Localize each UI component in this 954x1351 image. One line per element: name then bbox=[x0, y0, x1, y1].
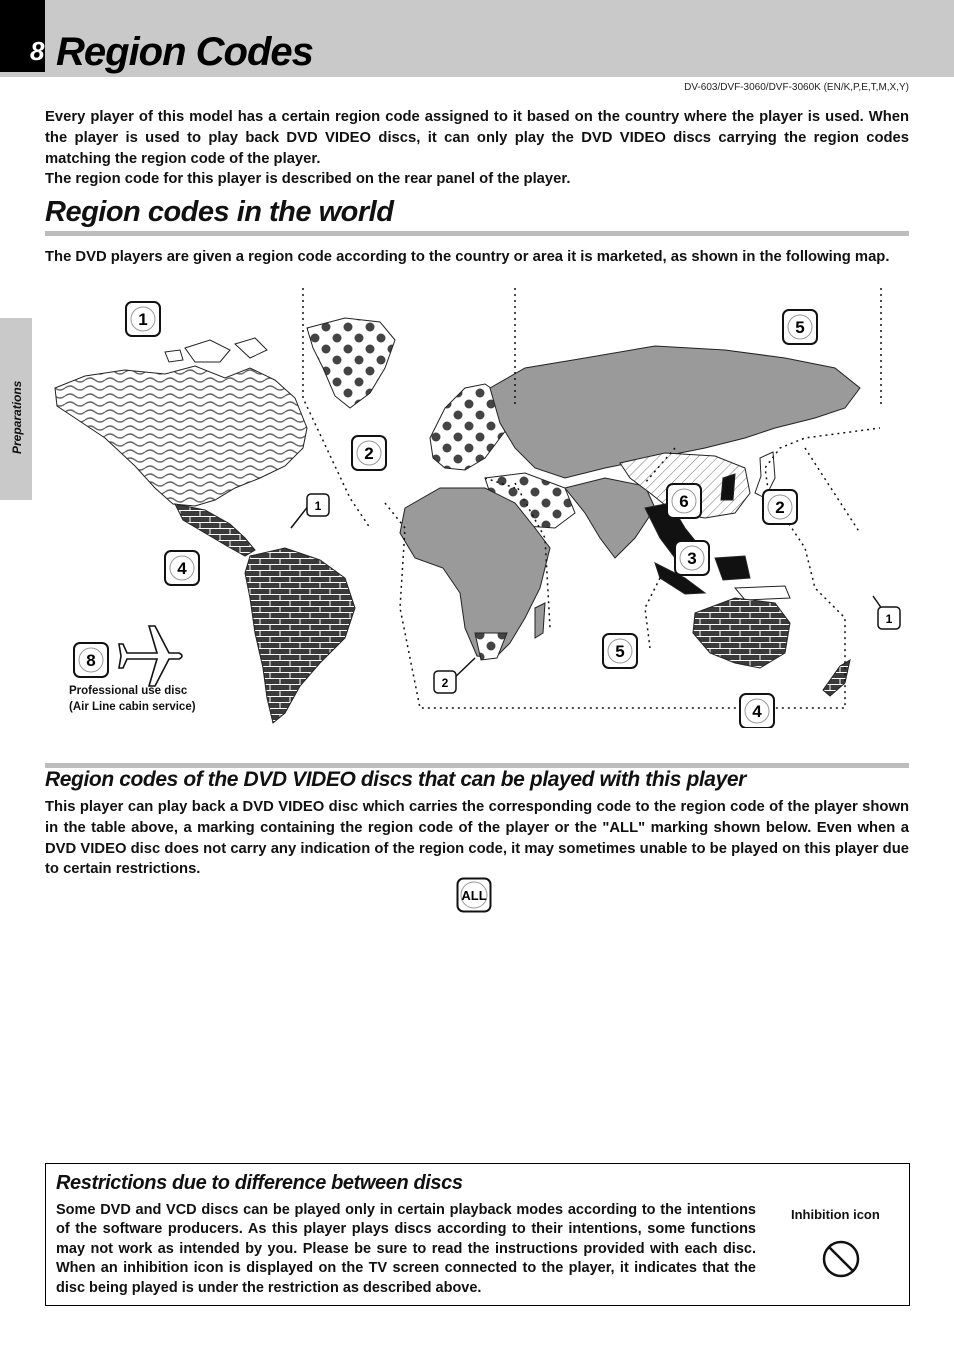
region-badge-8-airline bbox=[74, 643, 108, 677]
region-badge-6-china-text: 6 bbox=[679, 492, 689, 511]
north-america bbox=[55, 366, 307, 506]
professional-disc-label: Professional use disc bbox=[69, 685, 188, 697]
region-badge-2-japan-text: 2 bbox=[775, 498, 785, 517]
world-text: The DVD players are given a region code according to the country or area it is marketed, as shown in the following map. bbox=[45, 249, 890, 265]
region-badge-4-oceania-text: 4 bbox=[752, 702, 762, 721]
airline-cabin-label: (Air Line cabin service) bbox=[69, 701, 196, 713]
page-number: 8 bbox=[30, 36, 45, 66]
region-badge-4-americas bbox=[165, 551, 199, 585]
region-badge-1-large bbox=[126, 302, 160, 336]
restrictions-title: Restrictions due to difference between discs bbox=[56, 1172, 463, 1194]
region-badge-2-europe-text: 2 bbox=[364, 444, 374, 463]
page-number-box bbox=[0, 0, 45, 72]
region-badge-5-russia bbox=[783, 310, 817, 344]
central-america bbox=[175, 504, 255, 556]
region-badge-4-americas-text: 4 bbox=[177, 559, 187, 578]
region-badge-1-pacific bbox=[878, 607, 900, 629]
inhibition-icon-label: Inhibition icon bbox=[791, 1207, 880, 1222]
intro-text-2: The region code for this player is described on the rear panel of the player. bbox=[45, 171, 571, 188]
side-tab-label: Preparations bbox=[10, 380, 24, 454]
region-badge-1-large-text: 1 bbox=[138, 310, 148, 329]
south-asia bbox=[565, 478, 655, 558]
region-badge-2-south-africa bbox=[434, 671, 456, 693]
region-badge-2-japan bbox=[763, 490, 797, 524]
region-badge-3-southeast-asia-text: 3 bbox=[687, 549, 697, 568]
region-badge-1-caribbean bbox=[307, 494, 329, 516]
region-badge-4-oceania bbox=[740, 694, 774, 728]
model-code: DV-603/DVF-3060/DVF-3060K (EN/K,P,E,T,M,X,Y) bbox=[684, 82, 909, 93]
region-badge-8-airline-text: 8 bbox=[86, 651, 96, 670]
region-badge-5-russia-text: 5 bbox=[795, 318, 805, 337]
disc-text: This player can play back a DVD VIDEO disc which carries the corresponding code to the region code of the player shown in the table above, a marking containing the region code of the player or the "ALL" marking shown below. Even when a DVD VIDEO disc does not carry any indication of the region code, it may sometimes unable to be played on this player due to certain restrictions. bbox=[45, 799, 909, 878]
region-badge-5-africa-text: 5 bbox=[615, 642, 625, 661]
all-region-icon bbox=[456, 877, 492, 913]
australia bbox=[693, 598, 790, 668]
world-heading: Region codes in the world bbox=[45, 196, 394, 228]
world-region-map bbox=[45, 288, 915, 728]
region-badge-2-europe bbox=[352, 436, 386, 470]
region-badge-1-caribbean-text: 1 bbox=[314, 499, 322, 513]
inhibition-icon bbox=[821, 1239, 861, 1279]
region-badge-5-africa bbox=[603, 634, 637, 668]
intro-text-1: Every player of this model has a certain region code assigned to it based on the country where the player is used. When the player is used to play back DVD VIDEO discs, it can only play the DVD VIDEO discs carrying the region codes matching the region code of the player. bbox=[45, 109, 909, 167]
region-badge-1-pacific-text: 1 bbox=[885, 612, 893, 626]
region-badge-3-southeast-asia bbox=[675, 541, 709, 575]
region-badge-2-south-africa-text: 2 bbox=[441, 676, 449, 690]
page-title: Region Codes bbox=[56, 30, 313, 74]
region-badge-6-china bbox=[667, 484, 701, 518]
restrictions-text: Some DVD and VCD discs can be played only in certain playback modes according to the intentions of the software producers. As this player plays discs according to their intentions, some functions may not work as intended by you. Please be sure to read the instructions provided with each disc. When an inhibition icon is displayed on the TV screen connected to the player, it indicates that the disc being played is under the restriction as described above. bbox=[56, 1202, 756, 1296]
world-heading-rule bbox=[45, 231, 909, 236]
restrictions-box bbox=[45, 1163, 910, 1306]
south-america bbox=[245, 548, 355, 723]
disc-heading: Region codes of the DVD VIDEO discs that can be played with this player bbox=[45, 768, 746, 791]
new-zealand bbox=[823, 660, 850, 696]
intro-paragraph bbox=[45, 107, 909, 190]
airplane-icon bbox=[119, 626, 182, 686]
all-region-icon-text: ALL bbox=[461, 888, 487, 903]
greenland bbox=[307, 318, 395, 408]
